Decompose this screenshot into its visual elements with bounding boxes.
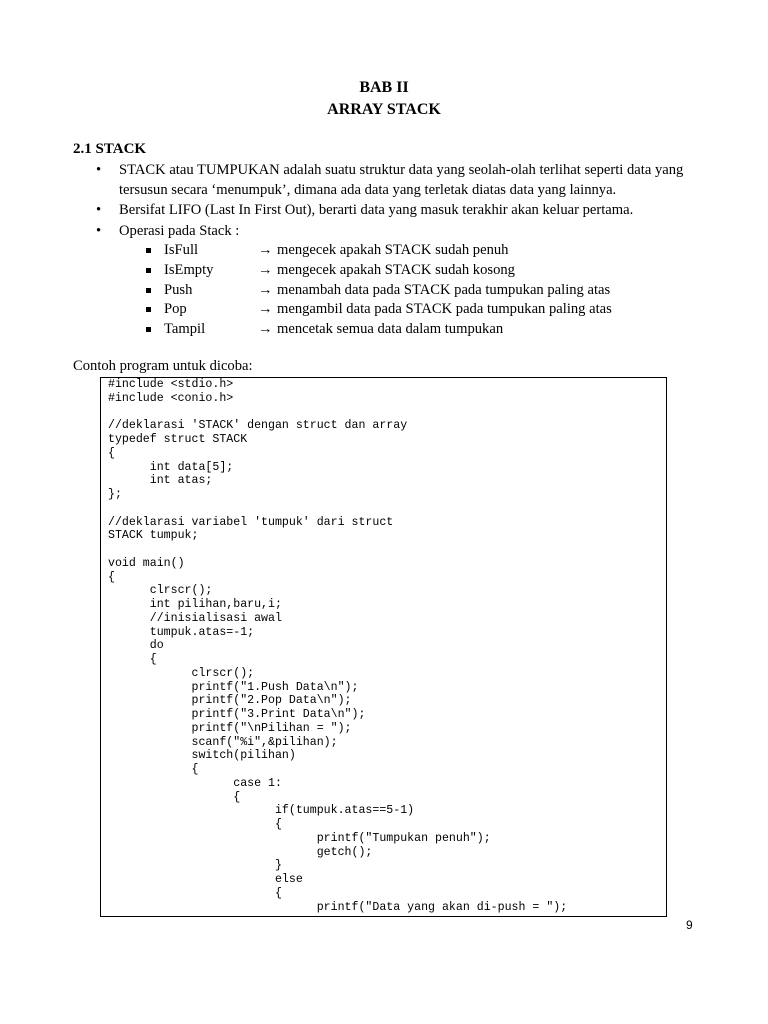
arrow-right-icon: → xyxy=(258,261,273,278)
arrow-right-icon: → xyxy=(258,242,273,258)
square-bullet-icon xyxy=(146,288,151,293)
operation-name: IsFull xyxy=(164,242,199,258)
chapter-title: ARRAY STACK xyxy=(327,101,441,118)
operation-item xyxy=(119,281,706,301)
bullet-text: Bersifat LIFO (Last In First Out), berarti data yang masuk terakhir akan keluar pertama. xyxy=(119,202,634,218)
bullet-item xyxy=(96,161,706,200)
chapter-number: BAB II xyxy=(359,79,409,96)
code-listing: #include <stdio.h> #include <conio.h> //deklarasi 'STACK' dengan struct dan array typedef struct STACK { int data[5]; int atas; }; //deklarasi variabel 'tumpuk' dari struct STACK tumpuk; void main() { clrscr(); int pilihan,baru,i; //inisialisasi awal tumpuk.atas=-1; do { clrscr(); printf("1.Push Data\n"); printf("2.Pop Data\n"); printf("3.Print Data\n"); printf("\nPilihan = "); scanf("%i",&pilihan); switch(pilihan) { case 1: { if(tumpuk.atas==5-1) { printf("Tumpukan penuh"); getch(); } else { printf("Data yang akan di-push = "); xyxy=(108,378,568,914)
operation-desc: mengecek apakah STACK sudah penuh xyxy=(277,242,509,258)
arrow-right-icon: → xyxy=(258,301,273,318)
operation-desc: mengambil data pada STACK pada tumpukan paling atas xyxy=(277,301,612,318)
bullet-item xyxy=(96,201,706,221)
operation-desc: mencetak semua data dalam tumpukan xyxy=(277,321,504,338)
bullet-text: STACK atau TUMPUKAN adalah suatu struktur data yang seolah-olah terlihat seperti data yang tersusun secara ‘menumpuk’, dimana ada data yang terletak diatas data yang lainnya. xyxy=(119,162,684,198)
bullet-dot-icon: • xyxy=(96,222,102,239)
bullet-dot-icon: • xyxy=(96,202,102,218)
section-title: 2.1 STACK xyxy=(73,141,147,157)
program-intro: Contoh program untuk dicoba: xyxy=(73,358,253,374)
square-bullet-icon xyxy=(146,248,151,253)
square-bullet-icon xyxy=(146,268,151,273)
operation-item xyxy=(119,300,706,320)
square-bullet-icon xyxy=(146,307,151,312)
operation-item xyxy=(119,241,706,261)
bullet-list xyxy=(96,161,706,341)
operation-item xyxy=(119,320,706,340)
operation-desc: menambah data pada STACK pada tumpukan paling atas xyxy=(277,281,611,298)
bullet-text: Operasi pada Stack : xyxy=(119,222,240,239)
operation-desc: mengecek apakah STACK sudah kosong xyxy=(277,261,515,278)
bullet-dot-icon: • xyxy=(96,162,102,178)
arrow-right-icon: → xyxy=(258,321,273,338)
stack-operations-list xyxy=(119,241,706,340)
operation-name: Push xyxy=(164,281,193,298)
operation-item xyxy=(119,261,706,281)
code-listing-box xyxy=(100,377,667,917)
page-number: 9 xyxy=(686,918,693,932)
operation-name: Tampil xyxy=(164,321,206,338)
arrow-right-icon: → xyxy=(258,281,273,298)
operation-name: IsEmpty xyxy=(164,261,214,278)
square-bullet-icon xyxy=(146,327,151,332)
bullet-item xyxy=(96,222,706,340)
operation-name: Pop xyxy=(164,301,187,318)
